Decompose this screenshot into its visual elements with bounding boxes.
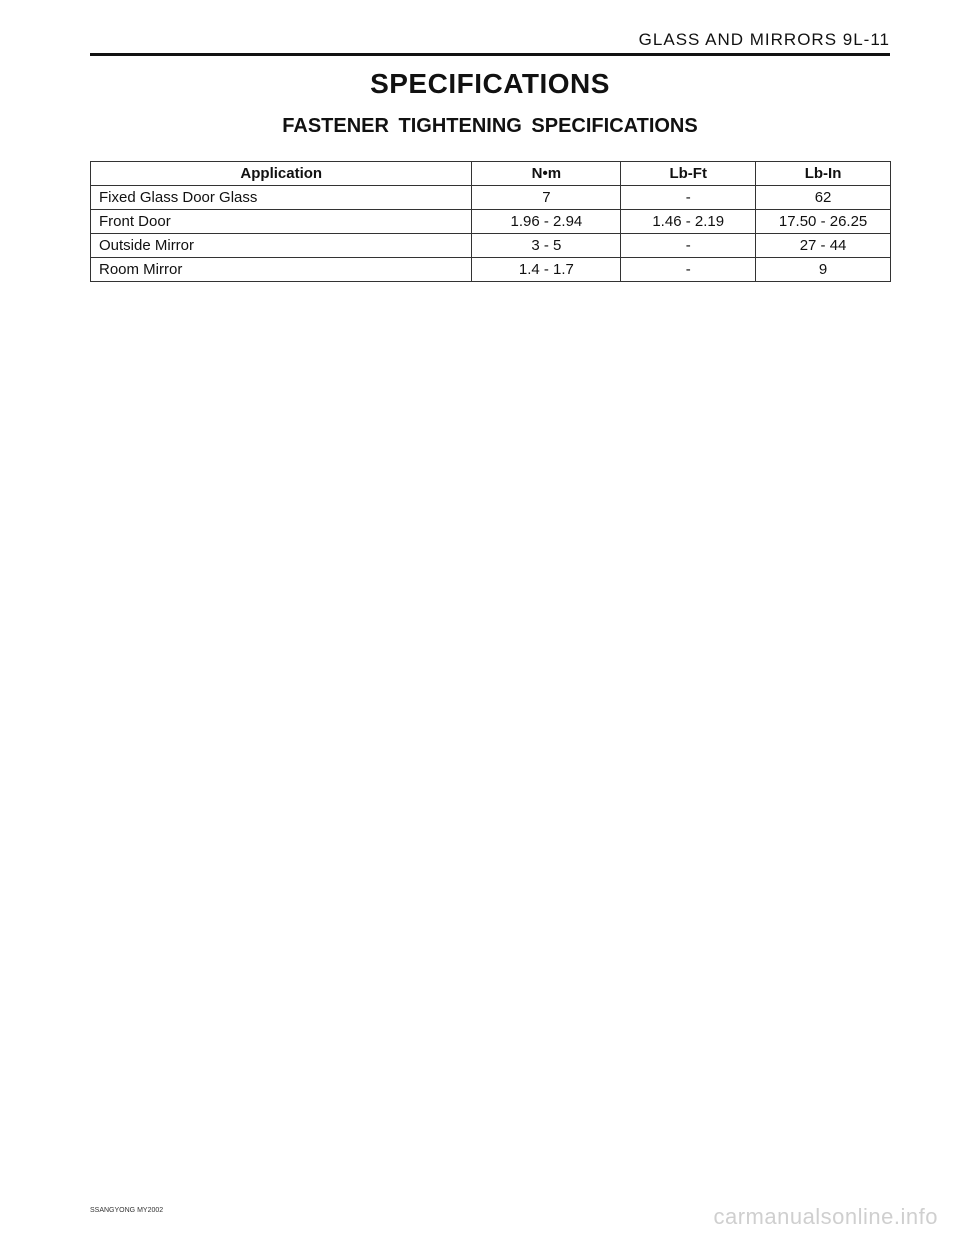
cell-nm: 7 — [472, 186, 621, 210]
cell-lbft: - — [621, 186, 756, 210]
table-row — [91, 186, 891, 210]
cell-lbft: 1.46 - 2.19 — [621, 210, 756, 234]
section-title: SPECIFICATIONS — [370, 68, 610, 99]
watermark: carmanualsonline.info — [713, 1204, 938, 1229]
cell-lbin: 27 - 44 — [756, 234, 891, 258]
cell-lbin: 9 — [756, 258, 891, 282]
cell-application: Room Mirror — [91, 258, 472, 282]
cell-nm: 3 - 5 — [472, 234, 621, 258]
column-header-nm: N•m — [472, 162, 621, 186]
cell-application: Outside Mirror — [91, 234, 472, 258]
subsection-title: FASTENER TIGHTENING SPECIFICATIONS — [282, 115, 698, 137]
table-header-row — [91, 162, 891, 186]
running-header: GLASS AND MIRRORS 9L-11 — [638, 30, 890, 49]
cell-application: Front Door — [91, 210, 472, 234]
fastener-spec-table — [90, 161, 891, 282]
cell-lbin: 17.50 - 26.25 — [756, 210, 891, 234]
cell-application: Fixed Glass Door Glass — [91, 186, 472, 210]
cell-lbft: - — [621, 258, 756, 282]
column-header-lbin: Lb-In — [756, 162, 891, 186]
cell-nm: 1.96 - 2.94 — [472, 210, 621, 234]
cell-nm: 1.4 - 1.7 — [472, 258, 621, 282]
footer-publisher: SSANGYONG MY2002 — [90, 1207, 164, 1214]
column-header-lbft: Lb-Ft — [621, 162, 756, 186]
cell-lbin: 62 — [756, 186, 891, 210]
header-rule — [90, 53, 890, 56]
table-row — [91, 258, 891, 282]
table-row — [91, 210, 891, 234]
column-header-application: Application — [91, 162, 472, 186]
cell-lbft: - — [621, 234, 756, 258]
table-row — [91, 234, 891, 258]
